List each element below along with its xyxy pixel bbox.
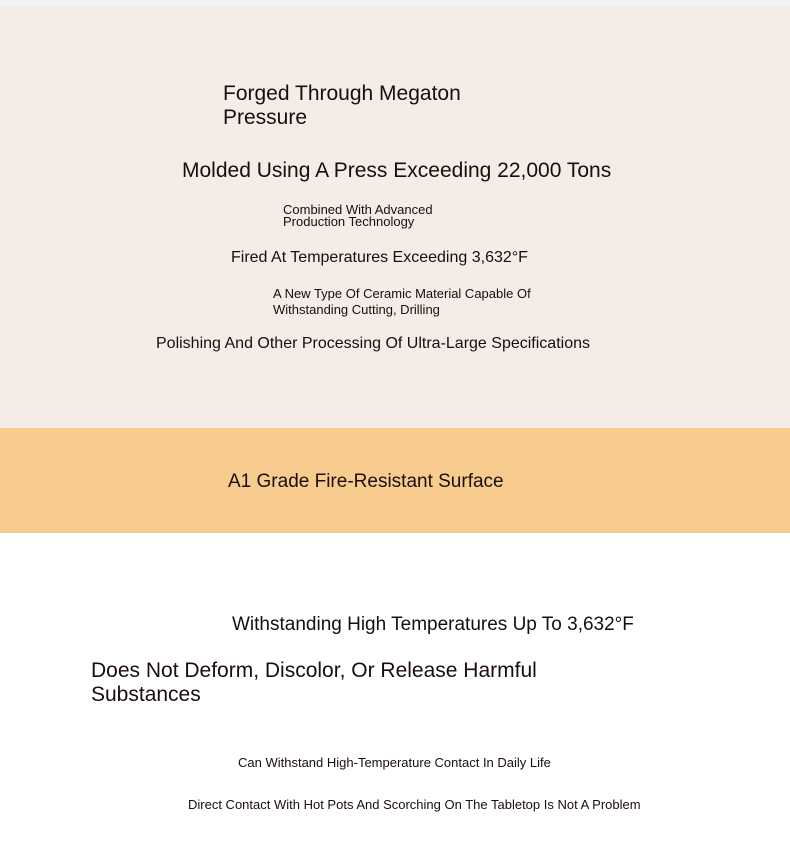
firing-note: Fired At Temperatures Exceeding 3,632°F [231, 249, 528, 266]
technology-note: Combined With Advanced Production Technology [283, 202, 433, 229]
fire-banner-title: A1 Grade Fire-Resistant Surface [228, 471, 504, 492]
press-headline: Molded Using A Press Exceeding 22,000 Tons [182, 159, 612, 182]
safety-headline: Does Not Deform, Discolor, Or Release Harmful Substances [91, 659, 537, 706]
pressure-section-title: Forged Through Megaton Pressure [223, 82, 461, 129]
tabletop-note: Direct Contact With Hot Pots And Scorching On The Tabletop Is Not A Problem [188, 797, 641, 812]
processing-note: Polishing And Other Processing Of Ultra-Large Specifications [156, 335, 590, 352]
material-note: A New Type Of Ceramic Material Capable Of Withstanding Cutting, Drilling [273, 286, 531, 317]
temperature-headline: Withstanding High Temperatures Up To 3,632°F [232, 614, 634, 635]
daily-use-note: Can Withstand High-Temperature Contact In Daily Life [238, 755, 551, 770]
